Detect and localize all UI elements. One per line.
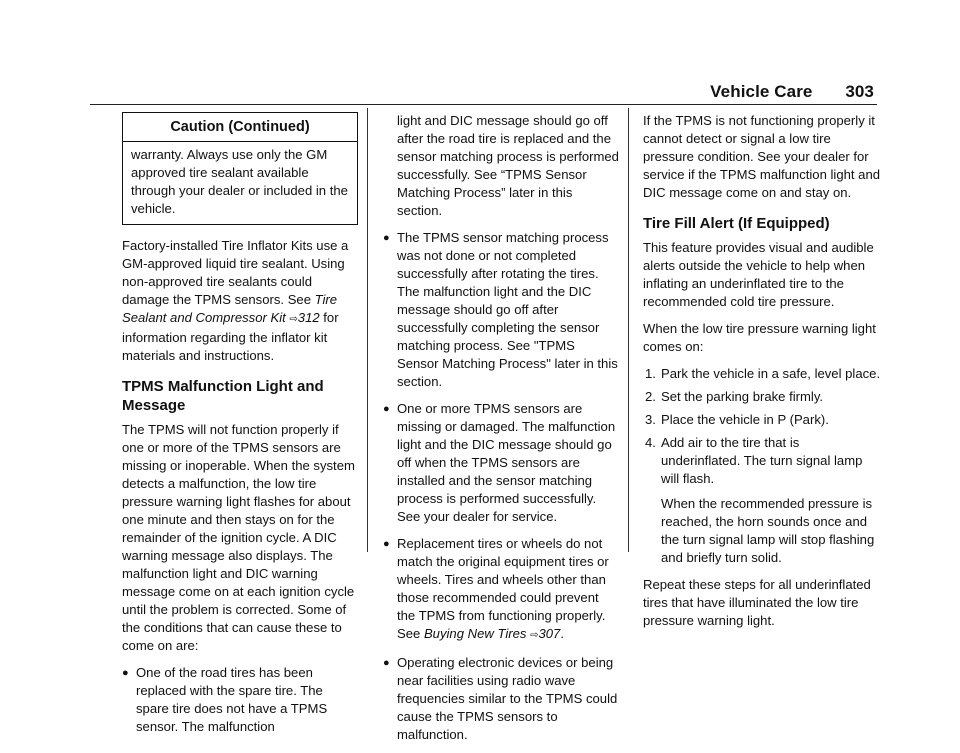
header-rule <box>90 104 877 105</box>
list-item <box>122 664 358 736</box>
page-ref-307[interactable]: 307 <box>538 626 561 641</box>
list-item <box>383 535 619 645</box>
heading-tire-fill-alert: Tire Fill Alert (If Equipped) <box>643 215 830 232</box>
step-number: 4. <box>645 435 656 450</box>
column-divider-2 <box>628 108 629 552</box>
bullet-icon: ● <box>383 403 390 415</box>
column-divider-1 <box>367 108 368 552</box>
bullet-icon: ● <box>383 538 390 550</box>
warning-light-intro: When the low tire pressure warning light comes on: <box>643 321 876 354</box>
list-item <box>383 654 619 744</box>
caution-title: Caution (Continued) <box>123 113 357 142</box>
column-2 <box>383 112 619 753</box>
step-item <box>643 388 881 406</box>
list-item-text: One or more TPMS sensors are missing or damaged. The malfunction light and the DIC message should go off when the TPMS sensors are installed and the sensor matching process is performed successfully. See your dealer for service. <box>397 401 616 524</box>
list-item-text: . <box>560 626 564 641</box>
conditions-list-cont <box>383 229 619 744</box>
step-number: 2. <box>645 389 656 404</box>
steps-list <box>643 365 881 567</box>
list-item <box>383 400 619 526</box>
tpms-not-functioning-paragraph: If the TPMS is not functioning properly it cannot detect or signal a low tire pressure condition. See your dealer for service if the TPMS malfunction light and DIC message come on and stay on. <box>643 113 881 200</box>
list-item-text: The TPMS sensor matching process was not done or not completed successfully after rotating the tires. The malfunction light and the DIC message should go off after successfully completing the sensor matching process. See "TPMS Sensor Matching Process" later in this section. <box>397 230 618 389</box>
step-text: Park the vehicle in a safe, level place. <box>661 366 881 381</box>
step-text: Set the parking brake firmly. <box>661 389 824 404</box>
step-4-sub-paragraph: When the recommended pressure is reached, the horn sounds once and the turn signal lamp will stop flashing and briefly turn solid. <box>661 496 875 565</box>
link-buying-new-tires[interactable]: Buying New Tires <box>423 626 527 641</box>
page-number: 303 <box>845 82 874 101</box>
bullet-icon: ● <box>383 232 390 244</box>
conditions-list <box>122 664 358 736</box>
step-number: 1. <box>645 366 656 381</box>
link-tire-sealant[interactable]: Tire Sealant and Compressor Kit <box>122 292 338 325</box>
tpms-malfunction-paragraph: The TPMS will not function properly if one or more of the TPMS sensors are missing or inoperable. When the system detects a malfunction, the low tire pressure warning light flashes for about one minute and then stays on for the remainder of the ignition cycle. A DIC warning message also displays. The malfunction light and DIC warning message come on at each ignition cycle until the problem is corrected. Some of the conditions that can cause these to come on are: <box>122 422 355 653</box>
list-item-text: Replacement tires or wheels do not match the original equipment tires or wheels. Tires and wheels other than those recommended could prevent the TPMS from functioning properly. See <box>397 536 609 641</box>
column-1 <box>122 112 358 745</box>
page-ref-arrow-icon: ⇨ <box>530 630 539 641</box>
bullet-icon: ● <box>383 657 390 669</box>
step-item <box>643 365 881 383</box>
page-ref-arrow-icon: ⇨ <box>289 314 298 325</box>
caution-box <box>122 112 358 225</box>
inflator-kit-paragraph <box>122 237 358 365</box>
paragraph-text: Factory-installed Tire Inflator Kits use a GM-approved liquid tire sealant. Using non-approved tire sealants could damage the TPMS sensors. See <box>122 238 349 307</box>
step-text: Place the vehicle in P (Park). <box>661 412 829 427</box>
paragraph-text: for information regarding the inflator kit materials and instructions. <box>122 310 339 363</box>
list-item-text: Operating electronic devices or being near facilities using radio wave frequencies similar to the TPMS could cause the TPMS sensors to malfunction. <box>397 655 618 742</box>
caution-text: warranty. Always use only the GM approved tire sealant available through your dealer or included in the vehicle. <box>131 147 348 216</box>
column-3 <box>643 112 881 639</box>
heading-tpms-malfunction: TPMS Malfunction Light and Message <box>122 378 324 414</box>
page-ref-312[interactable]: 312 <box>297 310 320 325</box>
step-item <box>643 434 881 567</box>
list-item-text: One of the road tires has been replaced with the spare tire. The spare tire does not have a TPMS sensor. The malfunction <box>136 665 328 734</box>
running-header <box>710 82 874 102</box>
list-item <box>383 229 619 391</box>
step-text: Add air to the tire that is underinflated. The turn signal lamp will flash. <box>661 435 863 486</box>
step-number: 3. <box>645 412 656 427</box>
section-title: Vehicle Care <box>710 82 813 101</box>
bullet-continuation: light and DIC message should go off after the road tire is replaced and the sensor matching process is performed successfully. See “TPMS Sensor Matching Process” later in this section. <box>397 113 619 218</box>
tire-fill-alert-paragraph: This feature provides visual and audible alerts outside the vehicle to help when inflating an underinflated tire to the recommended cold tire pressure. <box>643 240 874 309</box>
repeat-steps-paragraph: Repeat these steps for all underinflated tires that have illuminated the low tire pressure warning light. <box>643 577 871 628</box>
bullet-icon: ● <box>122 667 129 679</box>
step-item <box>643 411 881 429</box>
